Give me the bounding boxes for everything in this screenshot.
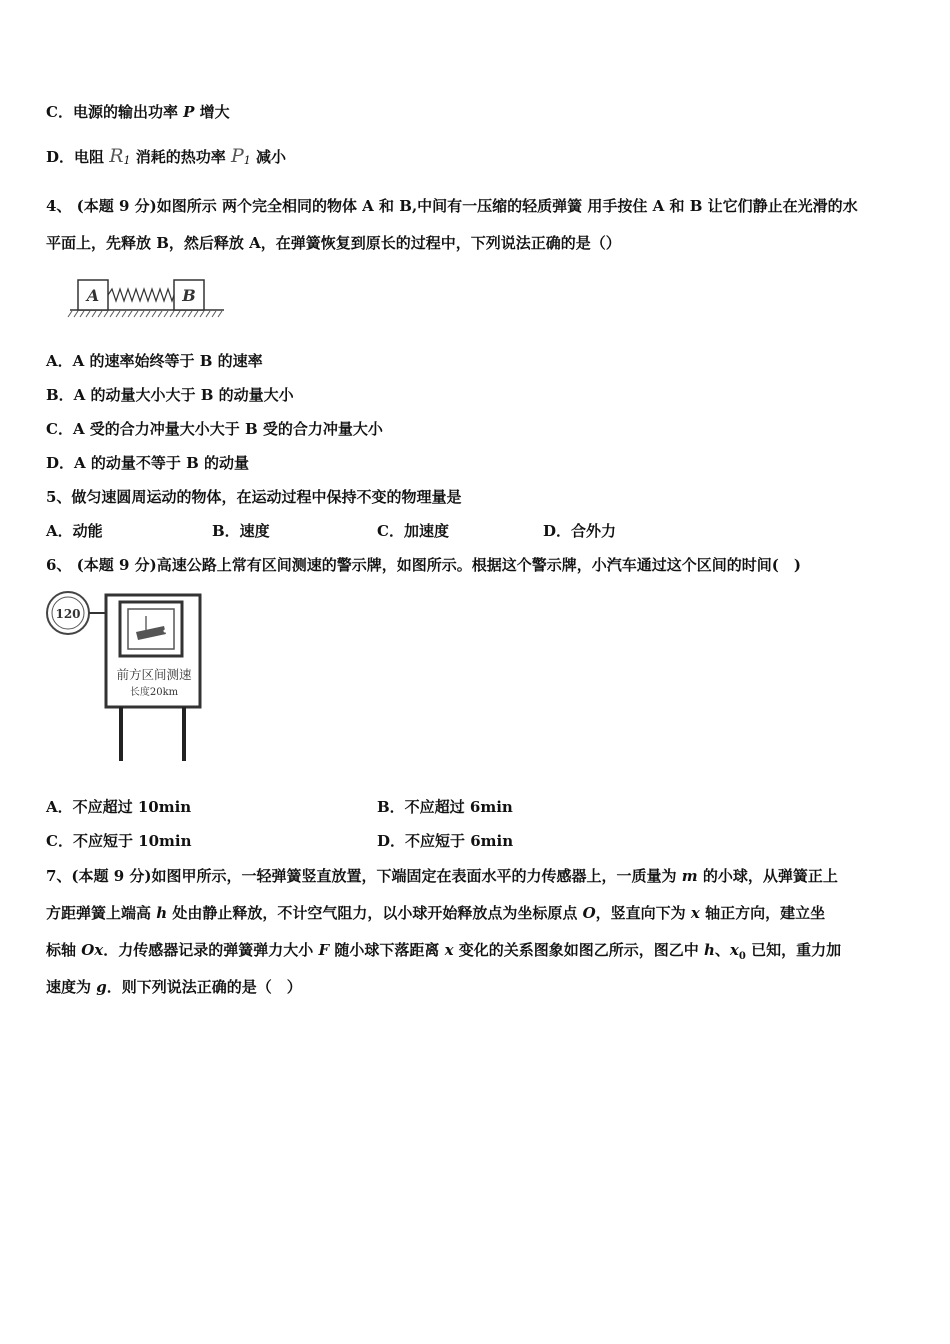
q6-option-d: D．不应短于 6min xyxy=(377,832,514,850)
block-a-label: A xyxy=(86,286,100,305)
q6-stem: 6、 (本题 9 分)高速公路上常有区间测速的警示牌，如图所示。根据这个警示牌，小汽车通过这个区间的时间( ) xyxy=(46,556,801,574)
q5-option-b: B．速度 xyxy=(212,522,270,540)
sign-length: 长度20km xyxy=(129,687,179,698)
q7-stem-line1: 7、(本题 9 分)如图甲所示，一轻弹簧竖直放置，下端固定在表面水平的力传感器上，一质量为 m 的小球，从弹簧正上 xyxy=(46,867,838,885)
q5-option-c: C．加速度 xyxy=(377,522,449,540)
q7-stem-line3: 标轴 Ox．力传感器记录的弹簧弹力大小 F 随小球下落距离 x 变化的关系图象如图乙所示，图乙中 h、$x_0$ 已知，重力加 xyxy=(46,941,842,962)
sign-post-left xyxy=(119,707,123,761)
q7-stem-line2: 方距弹簧上端高 h 处由静止释放，不计空气阻力，以小球开始释放点为坐标原点 O，竖直向下为 x 轴正方向，建立坐 xyxy=(46,904,826,922)
q4-spring-figure xyxy=(66,272,228,324)
speed-limit-value: 120 xyxy=(55,607,81,621)
sign-text: 前方区间测速 xyxy=(116,667,192,682)
q3-option-d: D．电阻 R1 消耗的热功率 P1 减小 xyxy=(46,145,287,167)
q6-option-b: B．不应超过 6min xyxy=(377,798,513,816)
q4-option-b: B．A 的动量大小大于 B 的动量大小 xyxy=(46,386,294,404)
q4-stem-line2: 平面上，先释放 B，然后释放 A，在弹簧恢复到原长的过程中，下列说法正确的是（） xyxy=(46,234,621,252)
q5-option-d: D．合外力 xyxy=(543,522,617,540)
q3-option-c: C．电源的输出功率 P 增大 xyxy=(46,103,230,121)
q4-stem-line1: 4、 (本题 9 分)如图所示 两个完全相同的物体 A 和 B,中间有一压缩的轻质弹簧 用手按住 A 和 B 让它们静止在光滑的水 xyxy=(46,197,858,215)
q5-stem: 5、做匀速圆周运动的物体，在运动过程中保持不变的物理量是 xyxy=(46,488,462,506)
q5-option-a: A．动能 xyxy=(46,522,103,540)
spring xyxy=(108,289,174,301)
block-b-label: B xyxy=(182,286,196,305)
sign-post-right xyxy=(182,707,186,761)
q4-option-d: D．A 的动量不等于 B 的动量 xyxy=(46,454,249,472)
q6-speed-sign-figure xyxy=(44,588,206,764)
q4-option-a: A．A 的速率始终等于 B 的速率 xyxy=(46,352,263,370)
q6-option-c: C．不应短于 10min xyxy=(46,832,192,850)
q4-option-c: C．A 受的合力冲量大小大于 B 受的合力冲量大小 xyxy=(46,420,383,438)
q7-stem-line4: 速度为 g．则下列说法正确的是（ ） xyxy=(46,978,302,996)
q6-option-a: A．不应超过 10min xyxy=(46,798,192,816)
